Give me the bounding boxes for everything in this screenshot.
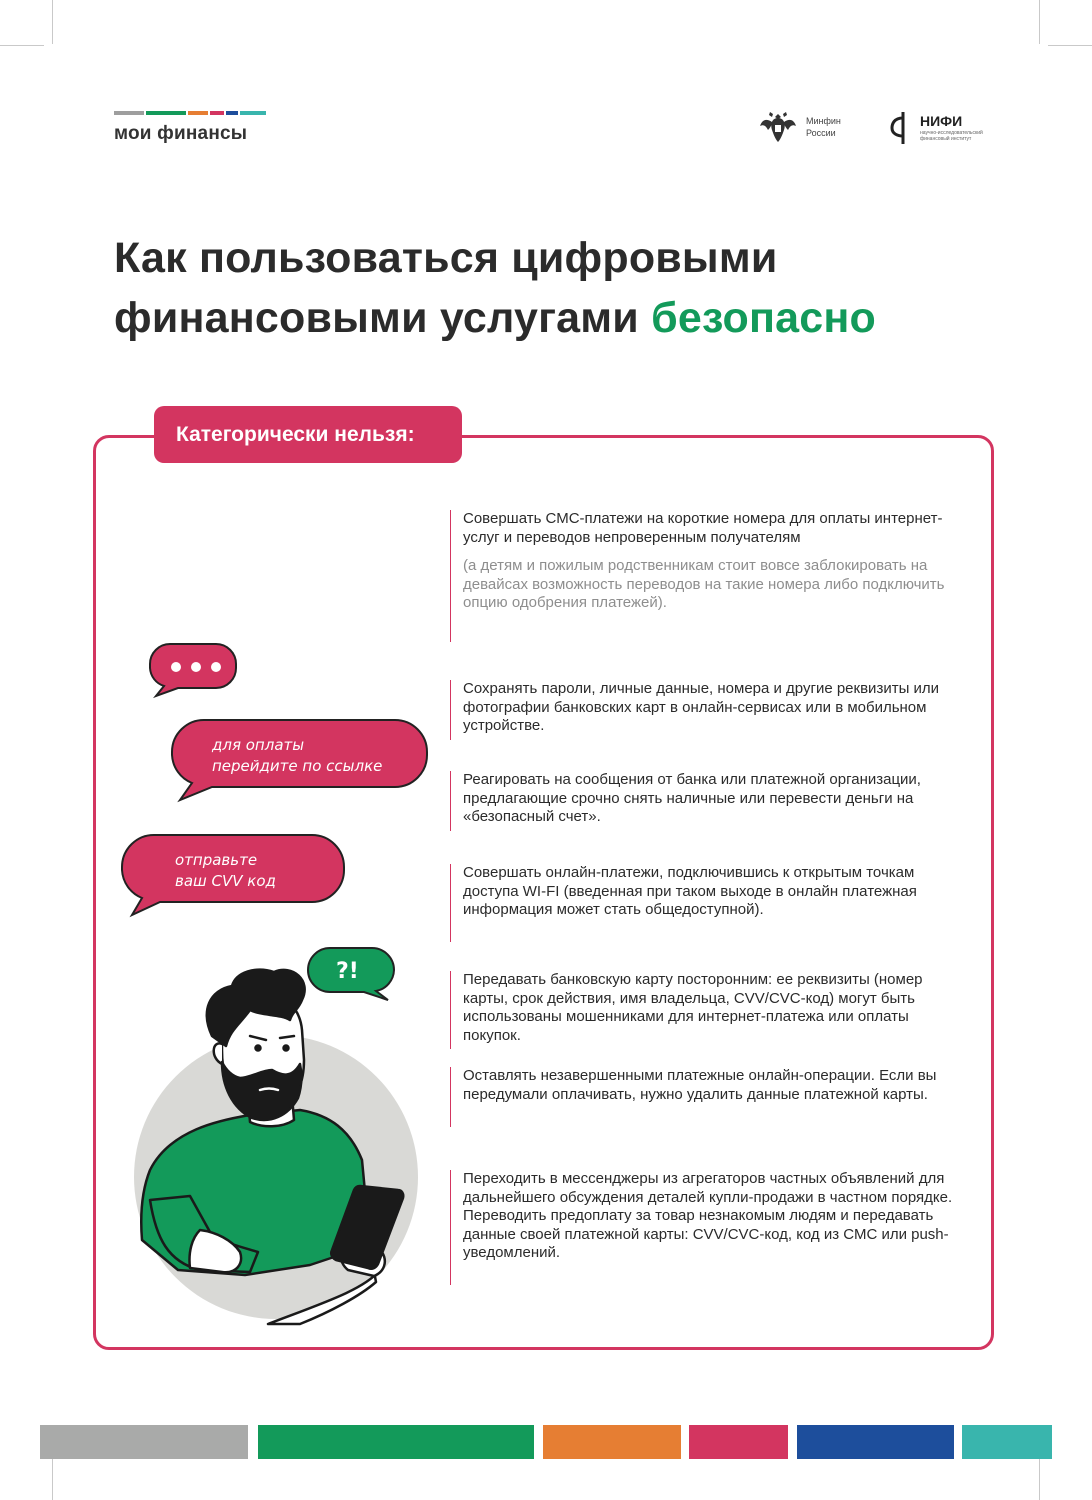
rule-item-5	[450, 971, 960, 1049]
question-text: ?!	[336, 959, 359, 984]
link-message-bubble	[172, 720, 427, 800]
typing-dot	[171, 662, 181, 672]
minfin-line1: Минфин	[806, 116, 841, 126]
rule-text: Переходить в мессенджеры из агрегаторов частных объявлений для дальнейшего обсуждения деталей купли-продажи в частном порядке. Переводить предоплату за товар незнакомым людям и передавать данные своей платежной карты: CVV/CVC-код, код из СМС или push-уведомлений.	[463, 1170, 953, 1261]
footer-bar-teal	[962, 1425, 1052, 1459]
link-bubble-line1: для оплаты	[212, 736, 305, 754]
nifi-title: НИФИ	[920, 113, 963, 129]
cvv-bubble-line1: отправьте	[175, 851, 258, 869]
typing-dot	[191, 662, 201, 672]
rule-item-2	[450, 680, 960, 740]
typing-dot	[211, 662, 221, 672]
rule-text: Реагировать на сообщения от банка или платежной организации, предлагающие срочно снять наличные или перевести деньги на «безопасный счет».	[463, 771, 921, 825]
rule-item-1	[450, 510, 960, 642]
footer-bar-gray	[40, 1425, 248, 1459]
title-accent: безопасно	[651, 294, 876, 342]
rule-text: Совершать онлайн-платежи, подключившись к открытым точкам доступа WI-FI (введенная при таком выходе в онлайн платежная информация может стать общедоступной).	[463, 864, 917, 918]
footer-bar-orange	[543, 1425, 681, 1459]
rule-text: Совершать СМС-платежи на короткие номера для оплаты интернет-услуг и переводов непроверенным получателям	[463, 510, 943, 546]
rule-item-6	[450, 1067, 960, 1127]
rule-item-4	[450, 864, 960, 942]
rule-note: (а детям и пожилым родственникам стоит вовсе заблокировать на девайсах возможность переводов на такие номера либо подключить опцию одобрения платежей).	[463, 557, 945, 611]
nifi-subtitle: научно-исследовательский финансовый институт	[920, 130, 983, 142]
rule-item-3	[450, 771, 960, 831]
minfin-line2: России	[806, 128, 836, 138]
footer-bar-red	[689, 1425, 788, 1459]
section-badge: Категорически нельзя:	[154, 406, 462, 463]
question-bubble	[308, 948, 394, 1000]
cvv-message-bubble	[122, 835, 344, 915]
link-bubble-line2: перейдите по ссылке	[212, 757, 383, 775]
title-line-2-text: финансовыми услугами	[114, 294, 639, 342]
title-line-1: Как пользоваться цифровыми	[114, 234, 778, 282]
cvv-bubble-line2: ваш CVV код	[175, 872, 276, 890]
footer-bar-blue	[797, 1425, 954, 1459]
rule-text: Передавать банковскую карту посторонним: ее реквизиты (номер карты, срок действия, имя владельца, CVV/CVC-код) могут быть использованы мошенниками для интернет-платежа или оплаты покупок.	[463, 971, 923, 1044]
rule-item-7	[450, 1170, 960, 1285]
rule-text: Оставлять незавершенными платежные онлайн-операции. Если вы передумали оплачивать, нужно удалить данные платежной карты.	[463, 1067, 937, 1103]
typing-bubble	[150, 644, 236, 696]
brand-name: мои финансы	[114, 123, 248, 144]
rule-text: Сохранять пароли, личные данные, номера и другие реквизиты или фотографии банковских карт в онлайн-сервисах или в мобильном устройстве.	[463, 680, 940, 734]
footer-bar-green	[258, 1425, 534, 1459]
